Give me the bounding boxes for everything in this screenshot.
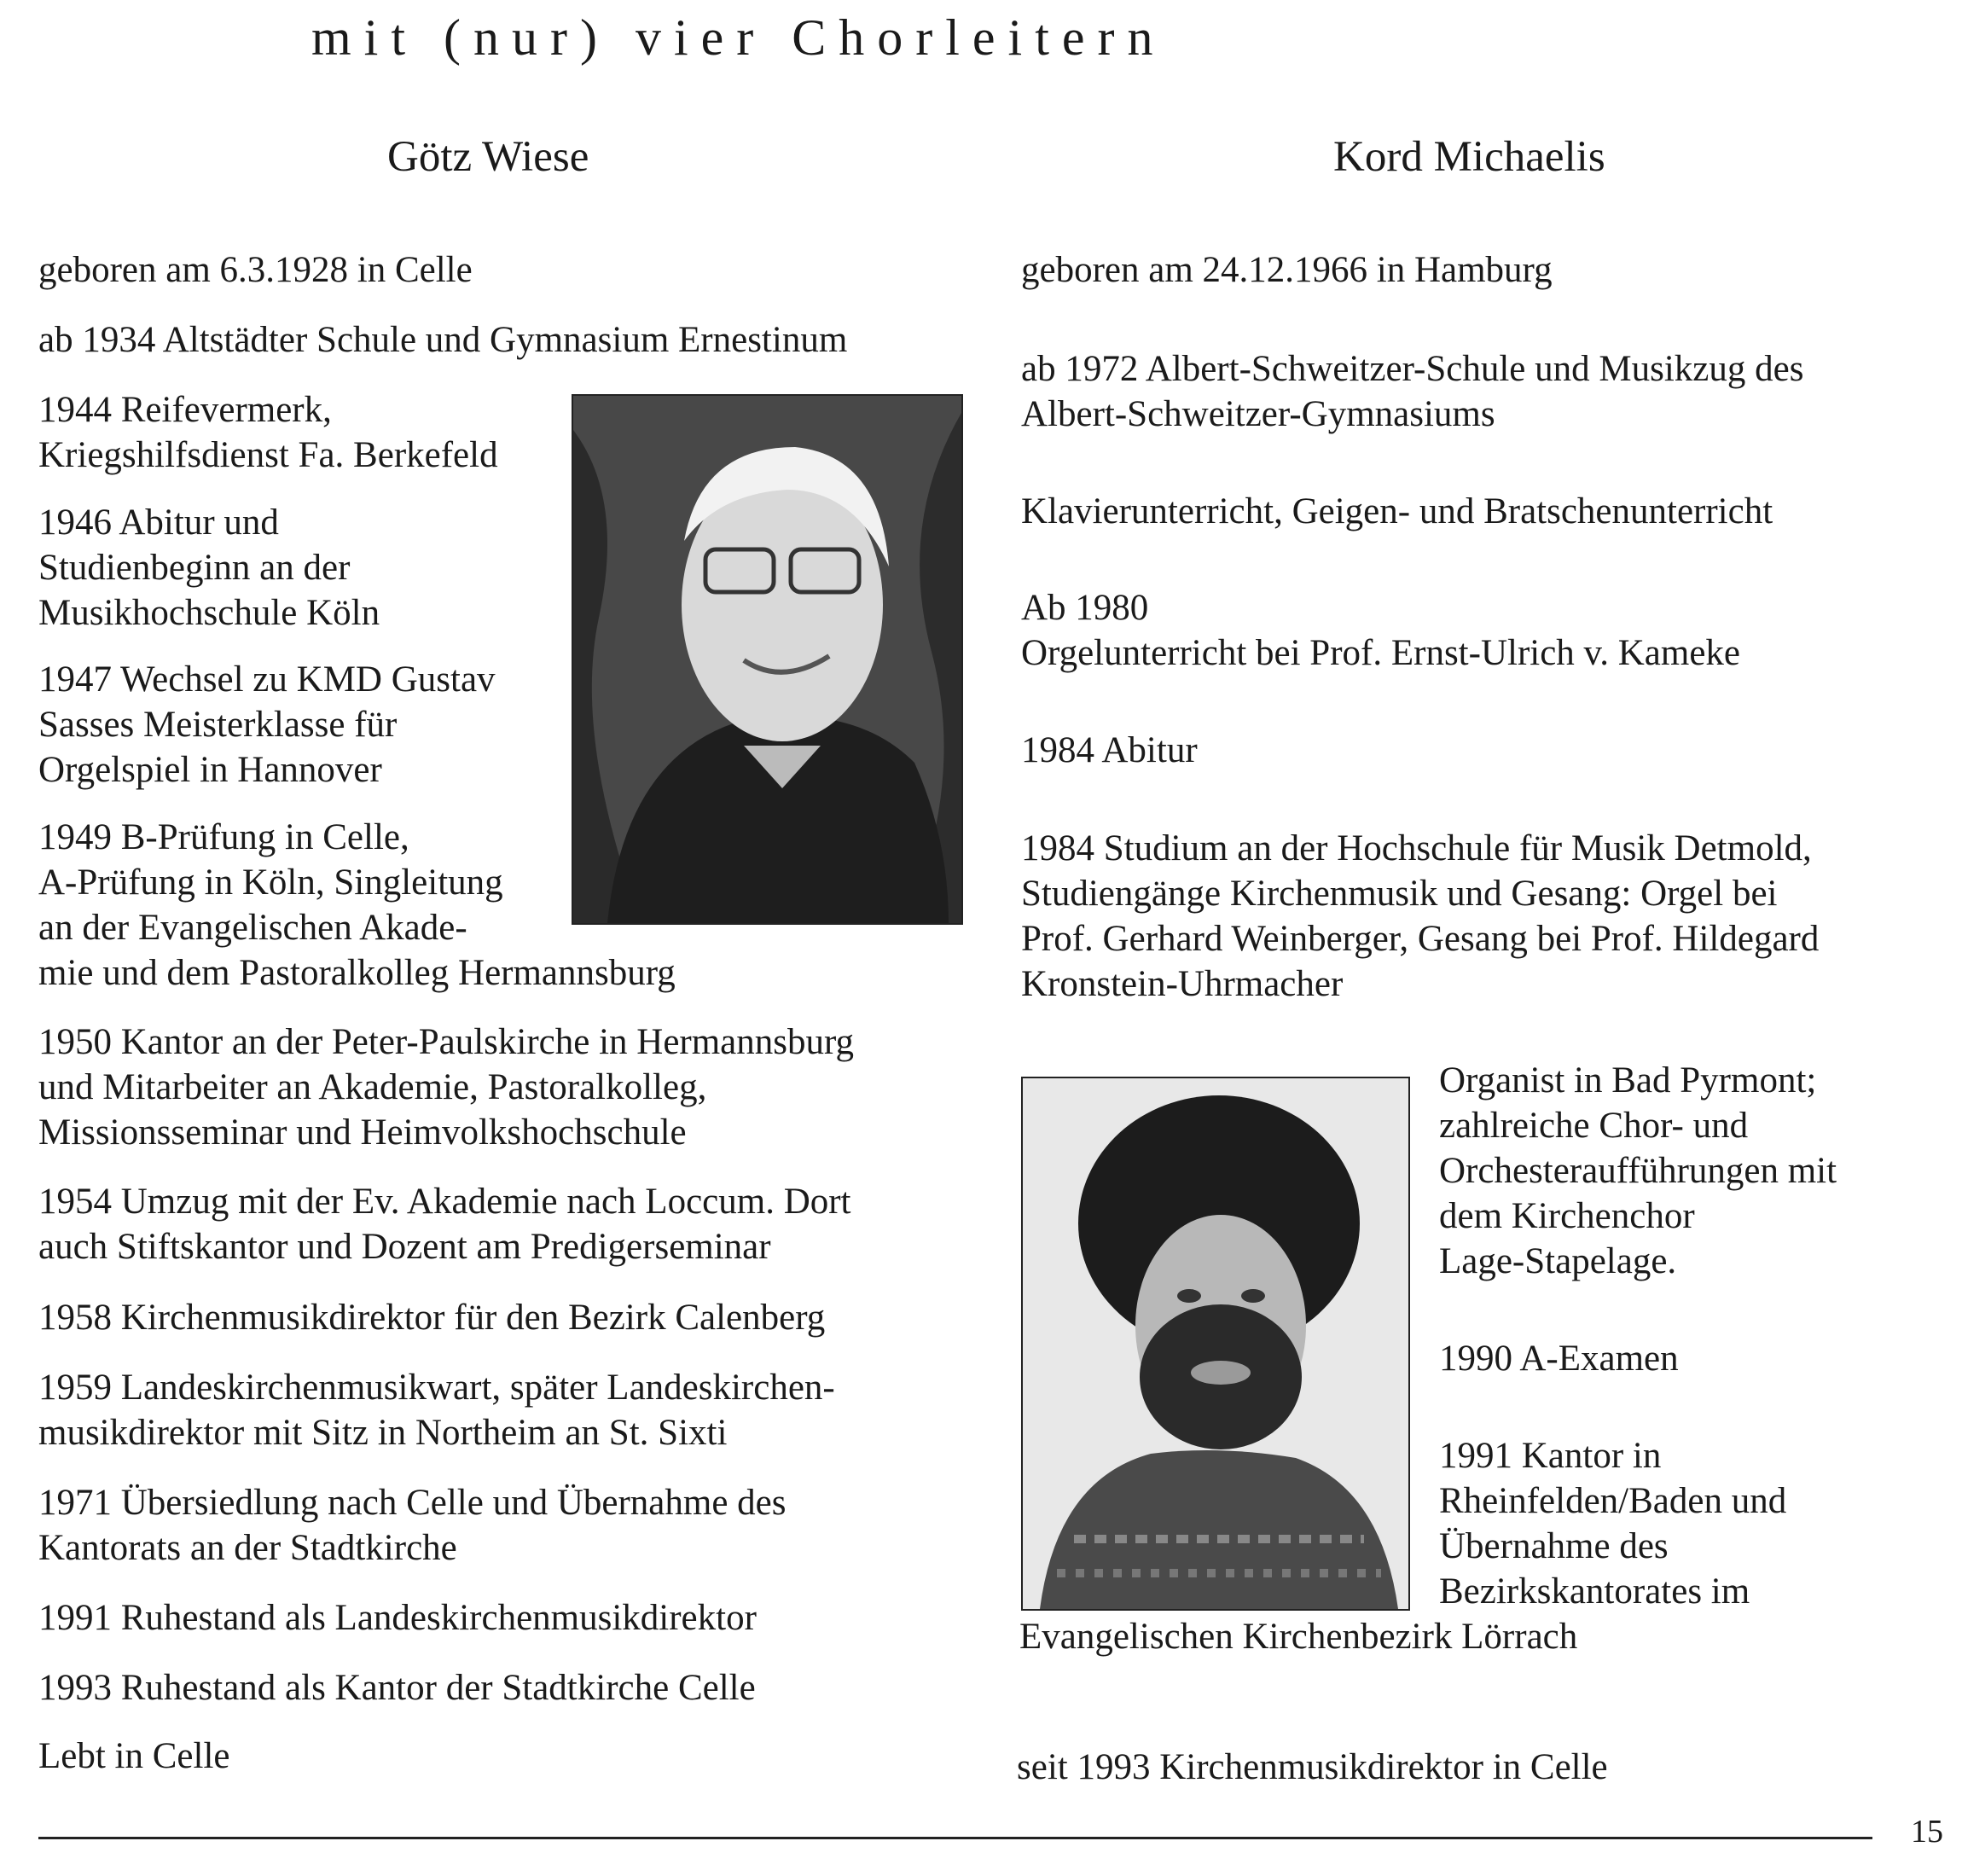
left-para-1947: 1947 Wechsel zu KMD Gustav Sasses Meisterklasse für Orgelspiel in Hannover: [38, 659, 496, 790]
left-para-1944: 1944 Reifevermerk, Kriegshilfsdienst Fa. Berkefeld: [38, 390, 498, 475]
right-para-1980: Ab 1980 Orgelunterricht bei Prof. Ernst-Ulrich v. Kameke: [1021, 588, 1741, 673]
portrait-left-drawing: [573, 396, 961, 923]
left-para-1958: 1958 Kirchenmusikdirektor für den Bezirk Calenberg: [38, 1298, 826, 1338]
right-para-1990: 1990 A-Examen: [1439, 1339, 1679, 1379]
left-para-1949: 1949 B-Prüfung in Celle, A-Prüfung in Köln, Singleitung an der Evangelischen Akade- mie und dem Pastoralkolleg Hermannsburg: [38, 817, 676, 993]
left-column-name: Götz Wiese: [387, 133, 589, 181]
portrait-right-drawing: [1023, 1078, 1408, 1609]
left-para-1954: 1954 Umzug mit der Ev. Akademie nach Loccum. Dort auch Stiftskantor und Dozent am Predigerseminar: [38, 1182, 851, 1267]
left-para-birth: geboren am 6.3.1928 in Celle: [38, 250, 473, 290]
right-para-lessons: Klavierunterricht, Geigen- und Bratschenunterricht: [1021, 491, 1773, 531]
left-para-1993: 1993 Ruhestand als Kantor der Stadtkirche Celle: [38, 1668, 756, 1708]
left-para-1991: 1991 Ruhestand als Landeskirchenmusikdirektor: [38, 1598, 757, 1638]
right-para-1993: seit 1993 Kirchenmusikdirektor in Celle: [1017, 1747, 1608, 1787]
left-para-residence: Lebt in Celle: [38, 1736, 230, 1776]
page-title: mit (nur) vier Chorleitern: [311, 9, 1166, 66]
right-para-organist: Organist in Bad Pyrmont; zahlreiche Chor- und Orchesteraufführungen mit dem Kirchenchor Lage-Stapelage.: [1439, 1060, 1837, 1281]
right-column-name: Kord Michaelis: [1333, 133, 1605, 181]
right-para-abitur: 1984 Abitur: [1021, 730, 1198, 770]
right-para-school: ab 1972 Albert-Schweitzer-Schule und Musikzug des Albert-Schweitzer-Gymnasiums: [1021, 349, 1804, 434]
left-para-1959: 1959 Landeskirchenmusikwart, später Landeskirchen- musikdirektor mit Sitz in Northeim an St. Sixti: [38, 1368, 835, 1453]
right-para-studium: 1984 Studium an der Hochschule für Musik Detmold, Studiengänge Kirchenmusik und Gesang: Orgel bei Prof. Gerhard Weinberger, Gesang bei Prof. Hildegard Kronstein-Uhrmacher: [1021, 828, 1820, 1004]
page-number: 15: [1911, 1814, 1943, 1850]
right-para-1991: 1991 Kantor in Rheinfelden/Baden und Übernahme des Bezirkskantorates im Evangelischen Kirchenbezirk Lörrach: [1019, 1436, 1787, 1657]
footer-rule: [38, 1837, 1872, 1839]
left-para-1971: 1971 Übersiedlung nach Celle und Übernahme des Kantorats an der Stadtkirche: [38, 1483, 787, 1568]
portrait-photo-right: [1021, 1077, 1410, 1611]
portrait-photo-left: [572, 394, 963, 925]
left-para-1950: 1950 Kantor an der Peter-Paulskirche in Hermannsburg und Mitarbeiter an Akademie, Pastoralkolleg, Missionsseminar und Heimvolkshochschule: [38, 1022, 855, 1153]
left-para-1946: 1946 Abitur und Studienbeginn an der Musikhochschule Köln: [38, 502, 380, 633]
left-para-school: ab 1934 Altstädter Schule und Gymnasium Ernestinum: [38, 320, 848, 360]
right-para-birth: geboren am 24.12.1966 in Hamburg: [1021, 250, 1553, 290]
